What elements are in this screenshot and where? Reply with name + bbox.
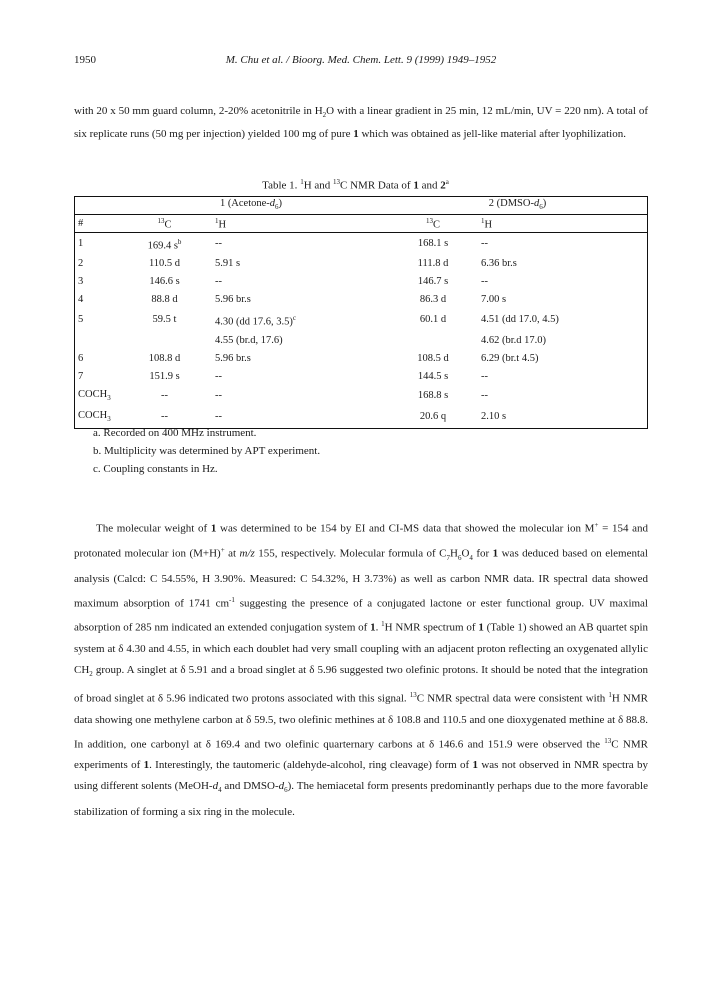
table-row: $COCH_3$ -- -- 168.8 s --: [75, 386, 648, 407]
table-row: 6 108.8 d 5.96 br.s 108.5 d 6.29 (br.t 4.5): [75, 350, 648, 368]
table-row: 3 146.6 s -- 146.7 s --: [75, 273, 648, 291]
intro-paragraph: with 20 x 50 mm guard column, 2-20% acetonitrile in $H_2O$ with a linear gradient in 25 min, 12 mL/min, UV = 220 nm). A total of six replicate runs (50 mg per injection) yielded 100 mg of pure 1 which was obtained as jell-like material after lyophilization.: [74, 105, 648, 140]
table-caption: Table 1. $^1$H and $^{13}$C NMR Data of 1 and 2$^a$: [262, 178, 449, 192]
journal-citation: M. Chu et al. / Bioorg. Med. Chem. Lett. 9 (1999) 1949–1952: [225, 54, 497, 66]
table-row: 5 59.5 t 4.30 (dd 17.6, 3.5)$^c$ 60.1 d 4.51 (dd 17.0, 4.5): [75, 309, 648, 332]
col-header-c1: $^{13}$C: [114, 215, 212, 233]
table-row: 2 110.5 d 5.91 s 111.8 d 6.36 br.s: [75, 255, 648, 273]
col-header-c2: $^{13}$C: [385, 215, 478, 233]
table-row: 1 169.4 $s^b$ -- 168.1 s --: [75, 232, 648, 255]
nmr-data-table: [74, 196, 648, 429]
group-header-compound-1: 1 $(Acetone-d_6)$: [114, 197, 385, 215]
footnote-c: c. Coupling constants in Hz.: [93, 463, 218, 475]
col-header-h1: $^1$H: [212, 215, 385, 233]
table-row: 4 88.8 d 5.96 br.s 86.3 d 7.00 s: [75, 291, 648, 309]
results-paragraph: The molecular weight of 1 was determined to be 154 by EI and CI-MS data that showed the molecular ion M+ = 154 and protonated molecular ion (M+H)+ at m/z 155, respectively. Molecular formula of $C_7H_6O_4$ for 1 was deduced based on elemental analysis (Calcd: C 54.55%, H 3.90%. Measured: C 54.32%, H 3.73%) as well as carbon NMR data. IR spectral data showed maximum absorption of 1741 $cm^{-1}$ suggesting the presence of a conjugated lactone or ester functional group. UV maximal absorption of 285 nm indicated an extended conjugation system of 1. $^1$H NMR spectrum of 1 (Table 1) showed an AB quartet spin system at δ 4.30 and 4.55, in which each doublet had very small coupling with an adjacent proton reflecting an oxygenated allylic $CH_2$ group. A singlet at δ 5.91 and a broad singlet at δ 5.96 suggested two olefinic protons. It should be noted that the integration of broad singlet at δ 5.96 indicated two protons associated with this signal. $^{13}$C NMR spectral data were consistent with $^1$H NMR data showing one methylene carbon at δ 59.5, two olefinic methines at δ 108.8 and 110.5 and one dioxygenated methine at δ 88.8. In addition, one carbonyl at δ 169.4 and two olefinic quarternary carbons at δ 146.6 and 151.9 were observed the $^{13}$C NMR experiments of 1. Interestingly, the tautomeric (aldehyde-alcohol, ring cleavage) form of 1 was not observed in NMR spectra by using different solents ($MeOH-d_4$ and DMSO-$d_6$). The hemiacetal form presents predominantly perhaps due to the more favorable stabilization of forming a six ring in the molecule.: [74, 521, 648, 818]
table-row: 4.55 (br.d, 17.6) 4.62 (br.d 17.0): [75, 332, 648, 350]
col-header-h2: $^1$H: [478, 215, 648, 233]
col-header-num: #: [75, 215, 115, 233]
footnote-b: b. Multiplicity was determined by APT experiment.: [93, 445, 321, 457]
table-row: 7 151.9 s -- 144.5 s --: [75, 368, 648, 386]
table-column-header: [75, 215, 648, 233]
page-number: 1950: [74, 54, 96, 66]
table-row: $COCH_3$ -- -- 20.6 q 2.10 s: [75, 407, 648, 429]
group-header-compound-2: 2 $(DMSO-d_6)$: [385, 197, 648, 215]
table-group-header: [75, 197, 648, 215]
table-footnotes: [93, 424, 320, 478]
footnote-a: a. Recorded on 400 MHz instrument.: [93, 427, 257, 439]
